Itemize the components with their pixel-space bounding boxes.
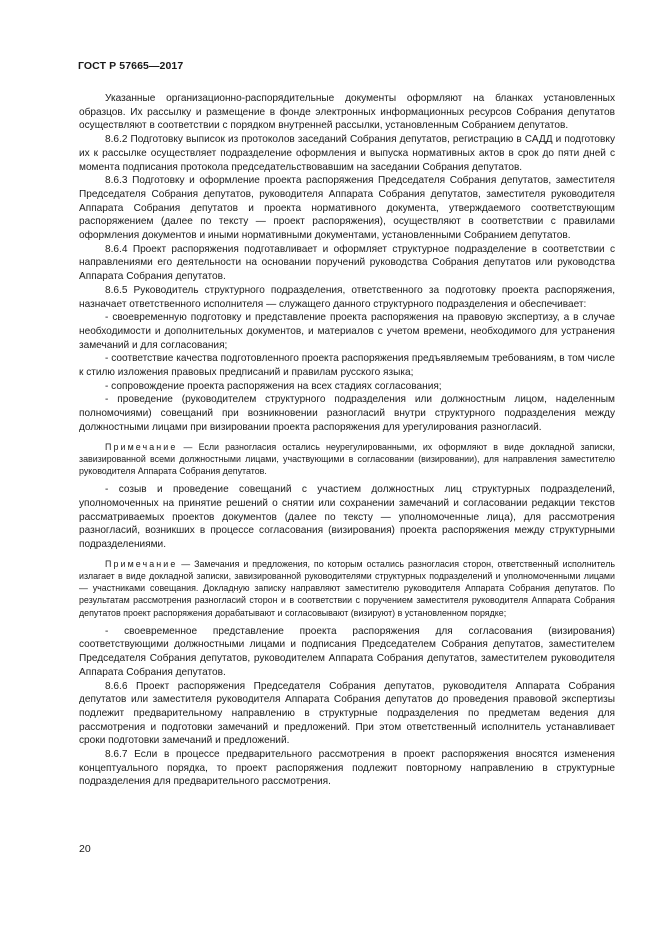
note-label: Примечание [105,441,178,452]
note-2 [79,558,615,619]
note-1 [79,441,615,478]
document-body [79,92,615,789]
list-item: - созыв и проведение совещаний с участием должностных лиц структурных подразделений, уполномоченных на принятие решений о снятии или сохранении замечаний и согласовании редакции текстов рассматриваемых проектов документов (далее по тексту — уполномоченные лица), для рассмотрения разногласий, возникших в процессе согласования (визирования) проекта распоряжения между структурными подразделениями. [79,484,615,550]
list-item: - своевременную подготовку и представление проекта распоряжения на правовую экспертизу, а в случае необходимости и дополнительных документов, и материалов с учетом времени, необходимого для устранения замечаний и для согласования; [79,312,615,351]
list-item: - своевременное представление проекта распоряжения для согласования (визирования) соответствующими должностными лицами и подписания Председателем Собрания депутатов, заместителем Председателя Собрания депутатов, руководителем Аппарата Собрания депутатов, заместителем руководителя Аппарата Собрания депутатов. [79,625,615,678]
paragraph: Указанные организационно-распорядительные документы оформляют на бланках установленных образцов. Их рассылку и размещение в фонде электронных информационных ресурсов Собрания депутатов осуществляют в соответствии с порядком внутренней рассылки, установленным Собранием депутатов. [79,93,615,132]
clause-8-6-6: 8.6.6 Проект распоряжения Председателя Собрания депутатов, руководителя Аппарата Собрания депутатов или заместителя руководителя Аппарата Собрания депутатов до проведения правовой экспертизы подлежит предварительному направлению в структурные подразделения по предметам ведения для рассмотрения и подготовки замечаний и предложений. При этом ответственный исполнитель устанавливает сроки подготовки замечаний и предложений. [79,680,615,747]
clause-8-6-4: 8.6.4 Проект распоряжения подготавливает и оформляет структурное подразделение в соответствии с направлениями его деятельности на основании поручений руководства Собрания депутатов или руководства Аппарата Собрания депутатов. [79,243,615,283]
standard-header: ГОСТ Р 57665—2017 [78,60,184,72]
page-number: 20 [79,843,91,855]
note-label: Примечание [105,558,178,569]
clause-8-6-7: 8.6.7 Если в процессе предварительного рассмотрения в проект распоряжения вносятся изменения концептуального порядка, то проект распоряжения подлежит повторному направлению в структурные подразделения для предварительного рассмотрения. [79,749,615,788]
clause-8-6-5: 8.6.5 Руководитель структурного подразделения, ответственного за подготовку проекта распоряжения, назначает ответственного исполнителя — служащего данного структурного подразделения и обеспечивает: [79,284,615,310]
list-item: - проведение (руководителем структурного подразделения или должностным лицом, наделенным полномочиями) совещаний при возникновении разногласий внутри структурного подразделения между должностными лицами при визировании проекта распоряжения для урегулирования разногласий. [79,394,615,433]
clause-8-6-3: 8.6.3 Подготовку и оформление проекта распоряжения Председателя Собрания депутатов, заместителя Председателя Собрания депутатов, руководителя Аппарата Собрания депутатов, заместителя руководителя Аппарата Собрания депутатов и проекта нормативного документа, утверждаемого соответствующим распоряжением (далее по тексту — проект распоряжения), осуществляют в соответствии с правилами оформления документов и иными нормативными документами, установленными Собранием депутатов. [79,175,615,242]
list-item: - соответствие качества подготовленного проекта распоряжения предъявляемым требованиям, в том числе к стилю изложения правовых предписаний и правилам русского языка; [79,353,615,379]
note-text: — Если разногласия остались неурегулированными, их оформляют в виде докладной записки, завизированной всеми должностными лицами, участвующими в согласовании (визировании), для направления заместителю руководителя Аппарата Собрания депутатов. [79,441,615,476]
list-item: - сопровождение проекта распоряжения на всех стадиях согласования; [105,380,442,392]
clause-8-6-2: 8.6.2 Подготовку выписок из протоколов заседаний Собрания депутатов, регистрацию в САДД и подготовку их к рассылке осуществляет подразделение оформления и выпуска нормативных актов в срок до пяти дней с момента подписания протокола председательствовавшим на заседании Собрания депутатов. [79,134,615,173]
note-text: — Замечания и предложения, по которым остались разногласия сторон, ответственный исполнитель излагает в виде докладной записки, завизированной руководителями структурных подразделений и уполномоченными лицами — участниками совещания. Докладную записку направляют заместителю руководителя Аппарата Собрания депутатов. По результатам рассмотрения разногласий сторон и в соответствии с поручением заместителя руководителя Аппарата Собрания депутатов проект распоряжения дорабатывают и согласовывают (визируют) в установленном порядке; [79,558,615,618]
